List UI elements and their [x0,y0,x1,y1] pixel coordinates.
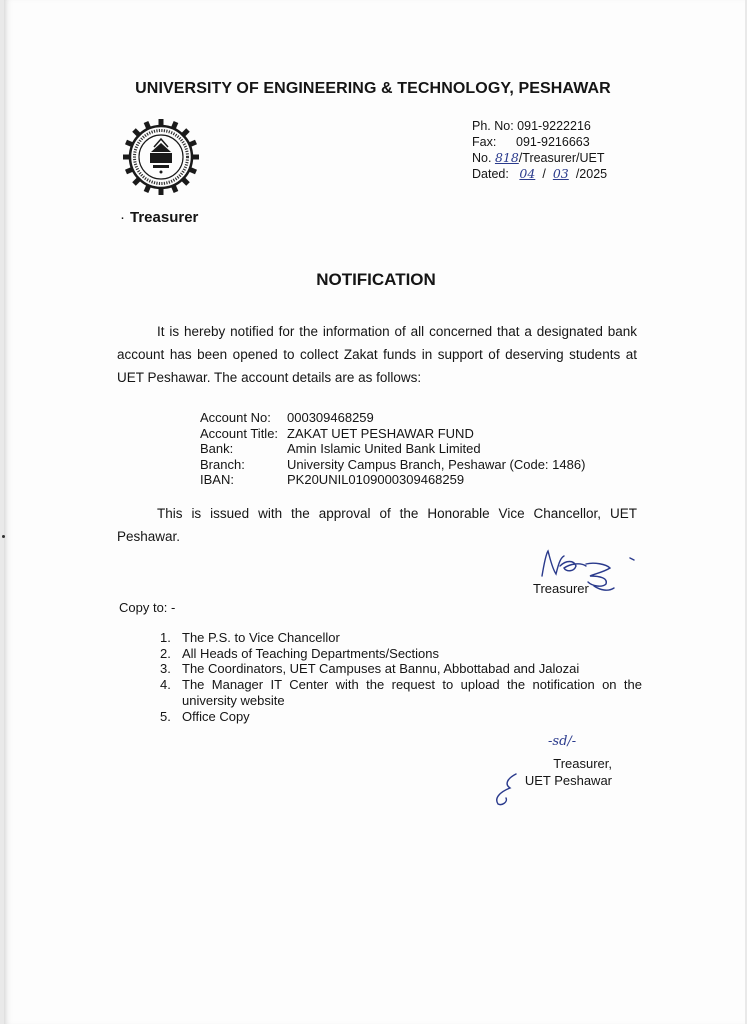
copy-to-item [160,661,642,677]
account-detail-value: ZAKAT UET PESHAWAR FUND [287,425,474,441]
contact-block [472,118,607,182]
phone-number: 091-9222216 [517,119,591,133]
date-line: Dated: 04 / 03 /2025 [472,166,608,181]
phone-line [472,118,607,134]
copy-to-item-text: All Heads of Teaching Departments/Sections [182,645,440,661]
date-day: 04 [519,166,536,181]
fax-label: Fax: [472,135,497,149]
copy-to-item-text: The P.S. to Vice Chancellor [182,630,340,645]
reference-number: 818 [494,150,519,165]
account-detail-value: Amin Islamic United Bank Limited [287,441,481,456]
copy-to-item-number: 2. [160,645,171,661]
account-detail-value: University Campus Branch, Peshawar (Code: 1486) [287,456,586,472]
copy-to-item-text: Office Copy [182,708,250,724]
closing-signatory [516,755,612,789]
office-name: Treasurer [130,209,199,226]
closing-title: Treasurer, [553,756,612,771]
notification-intro: It is hereby notified for the information of all concerned that a designated bank account has been opened to collect Zakat funds in support of deserving students at UET Peshawar. The account details are as follows: [117,324,637,385]
account-detail-row [200,410,585,426]
copy-to-item [160,677,642,708]
account-detail-row [200,457,585,473]
copy-to-item-number: 5. [160,708,171,724]
account-detail-label: Branch: [200,456,245,472]
copy-to-item [160,646,642,662]
account-detail-label: IBAN: [200,472,234,487]
university-seal-icon [121,117,201,197]
reference-line [472,150,607,166]
fax-number: 091-9216663 [516,135,590,149]
date-label: Dated: [472,167,509,181]
account-detail-label: Account Title: [200,425,279,441]
closing-org: UET Peshawar [524,773,612,788]
account-detail-value: 000309468259 [287,410,374,425]
notification-heading: NOTIFICATION [316,270,436,289]
account-detail-label: Account No: [200,410,271,425]
account-details-table [200,410,585,488]
reference-suffix: /Treasurer/UET [518,151,605,165]
copy-to-item-text: The Coordinators, UET Campuses at Bannu, Abbottabad and Jalozai [182,661,580,677]
copy-to-item [160,630,642,646]
copy-to-item-number: 1. [160,630,171,645]
copy-to-item-number: 3. [160,661,171,677]
reference-label: No. [472,151,492,165]
date-year: /2025 [575,167,608,181]
copy-to-item-number: 4. [160,677,171,693]
account-detail-row [200,472,585,488]
fax-line [472,134,607,150]
account-detail-label: Bank: [200,441,234,456]
copy-to-label: Copy to: - [119,600,176,615]
sd-mark: -sd/- [548,734,577,749]
phone-label: Ph. No: [472,119,514,133]
signature-title: Treasurer [533,581,589,596]
university-title: UNIVERSITY OF ENGINEERING & TECHNOLOGY, PESHAWAR [135,80,611,97]
account-detail-value: PK20UNIL0109000309468259 [287,472,465,487]
copy-to-item-text: The Manager IT Center with the request to upload the notification on the university website [182,677,642,708]
approval-paragraph: This is issued with the approval of the Honorable Vice Chancellor, UET Peshawar. [117,506,637,544]
copy-to-item [160,709,642,725]
initials-mark-icon [490,770,530,815]
date-month: 03 [552,166,569,181]
bullet-dot: · [120,209,125,226]
scan-speck [2,535,5,538]
account-detail-row [200,426,585,442]
copy-to-list [160,630,642,724]
account-detail-row [200,441,585,457]
